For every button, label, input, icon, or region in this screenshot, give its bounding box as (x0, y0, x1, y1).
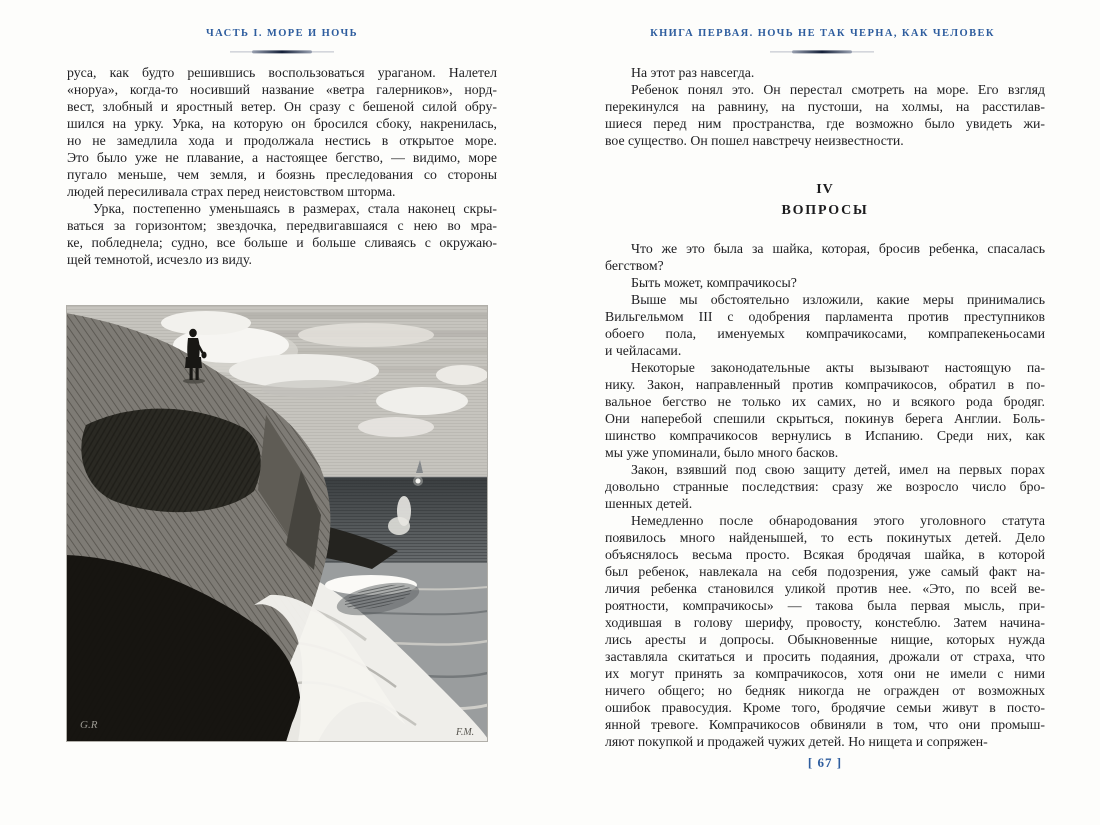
text-line: Немедленно после обнародования этого уголовного статута (631, 513, 1045, 528)
text-line: «норуа», когда-то носивший название «ветра галерников», норд- (67, 82, 497, 97)
text-line: заставляла скитаться и просить подаяния, дрожали от страха, что (605, 649, 1045, 664)
text-line: ничего общего; но бедняк никогда не огражден от возможных (605, 683, 1045, 698)
paragraph (605, 274, 1045, 291)
paragraph (605, 240, 1045, 274)
text-line: янной тревоге. Компрачикосов обвиняли в том, что они промыш- (605, 717, 1045, 732)
text-line: бегством? (605, 258, 664, 273)
text-line: шился на урку. Урка, на которую он бросился сбоку, накренилась, (67, 116, 497, 131)
ornament-divider-right (770, 49, 874, 55)
text-line: вальное бегство не только их самих, но и всякого рода бродяг. (605, 394, 1045, 409)
text-line: появилось много найденышей, то есть покинутых детей. Дело (605, 530, 1045, 545)
text-line: Закон, взявший под свою защиту детей, имел на первых порах (631, 462, 1045, 477)
text-line: и чейласами. (605, 343, 682, 358)
text-line: перекинулся на равнину, на пустоши, на холмы, на расстилав- (605, 99, 1045, 114)
text-line: ке, побледнела; судно, все больше и больше сливаясь с окружаю- (67, 235, 497, 250)
paragraph (605, 461, 1045, 512)
text-line: ходившая в голову шерифу, провосту, констеблю. Затем начина- (605, 615, 1045, 630)
left-page-text (67, 64, 497, 268)
text-line: шиеся перед ним пространства, где возможно было увидеть жи- (605, 116, 1045, 131)
text-line: обоего пола, именуемых компрачикосами, компрапекеньосами (605, 326, 1045, 341)
text-line: людей пересиливала страх перед неистовством шторма. (67, 184, 396, 199)
text-line: роятности, компрачикосы» — такова была первая мысль, при- (605, 598, 1045, 613)
chapter-title: ВОПРОСЫ (781, 203, 869, 218)
text-line: шенных детей. (605, 496, 693, 511)
text-line: Некоторые законодательные акты вызывают настоящую па- (631, 360, 1045, 375)
paragraph (605, 291, 1045, 359)
text-line: Что же это была за шайка, которая, бросив ребенка, спасалась (631, 241, 1045, 256)
text-line: Вильгельмом III с одобрения парламента против преступников (605, 309, 1045, 324)
paragraph (605, 512, 1045, 750)
text-line: щей темнотой, исчезло из виду. (67, 252, 252, 267)
engraving-image (66, 305, 488, 742)
text-line: лись аресты и допросы. Обыкновенные нищие, которых нужда (605, 632, 1045, 647)
right-page-intro-text (605, 64, 1045, 149)
page-number: [ 67 ] (807, 755, 843, 770)
text-line: Быть может, компрачикосы? (631, 275, 797, 290)
paragraph (605, 81, 1045, 149)
text-line: На этот раз навсегда. (631, 65, 755, 80)
running-head-right: КНИГА ПЕРВАЯ. НОЧЬ НЕ ТАК ЧЕРНА, КАК ЧЕЛОВЕК (650, 28, 995, 39)
text-line: ошибок правосудия. Кроме того, бродячие семьи живут в посто- (605, 700, 1045, 715)
text-line: мы уже упоминали, было много басков. (605, 445, 839, 460)
running-head-left: ЧАСТЬ I. МОРЕ И НОЧЬ (206, 28, 358, 39)
text-line: руса, как будто решившись воспользоваться ураганом. Налетел (67, 65, 497, 80)
text-line: Это было уже не плавание, а настоящее бегство, — видимо, море (67, 150, 497, 165)
text-line: Выше мы обстоятельно изложили, какие меры принимались (631, 292, 1045, 307)
paragraph (605, 359, 1045, 461)
text-line: ваться за горизонтом; звездочка, передвигавшаяся с нею во мра- (67, 218, 497, 233)
text-line: ляют покупкой и продажей чужих детей. Но нищета и сопряжен- (605, 734, 988, 749)
chapter-heading (605, 181, 1045, 219)
text-line: пугало меньше, чем земля, и боязнь преследования со стороны (67, 167, 497, 182)
text-line: довольно странные последствия: сразу же возросло число бро- (605, 479, 1045, 494)
text-line: их могут принять за компрачикосов, хотя они не имели с ними (605, 666, 1045, 681)
text-line: был ребенок, навлекала на себя подозрения, уже самый факт на- (605, 564, 1045, 579)
paragraph (67, 200, 497, 268)
text-line: Ребенок понял это. Он перестал смотреть на море. Его взгляд (631, 82, 1045, 97)
text-line: Урка, постепенно уменьшаясь в размерах, стала наконец скры- (93, 201, 497, 216)
text-line: вое существо. Он пошел навстречу неизвестности. (605, 133, 904, 148)
text-line: вест, злобный и яростный ветер. Он сразу с бешеной силой обру- (67, 99, 497, 114)
text-line: нику. Закон, направленный против компрачикосов, обратил в по- (605, 377, 1045, 392)
text-line: Они наперебой спешили скрыться, покинув берега Англии. Боль- (605, 411, 1045, 426)
paragraph (605, 64, 1045, 81)
chapter-number: IV (816, 182, 834, 197)
text-line: объяснялось весьма просто. Всякая бродячая шайка, в которой (605, 547, 1045, 562)
paragraph (67, 64, 497, 200)
engraver-signature-right: F.M. (456, 727, 475, 738)
ornament-divider-left (230, 49, 334, 55)
text-line: личия ребенка становился уликой против нее. «Это, по всей ве- (605, 581, 1045, 596)
seaside-cliff-engraving (66, 305, 488, 742)
text-line: но не замедлила хода и продолжала нестись в открытое море. (67, 133, 497, 148)
right-page-text (605, 240, 1045, 750)
engraver-signature-left: G.R (80, 719, 98, 731)
text-line: шинство компрачикосов вернулись в Испанию. Среди них, как (605, 428, 1045, 443)
